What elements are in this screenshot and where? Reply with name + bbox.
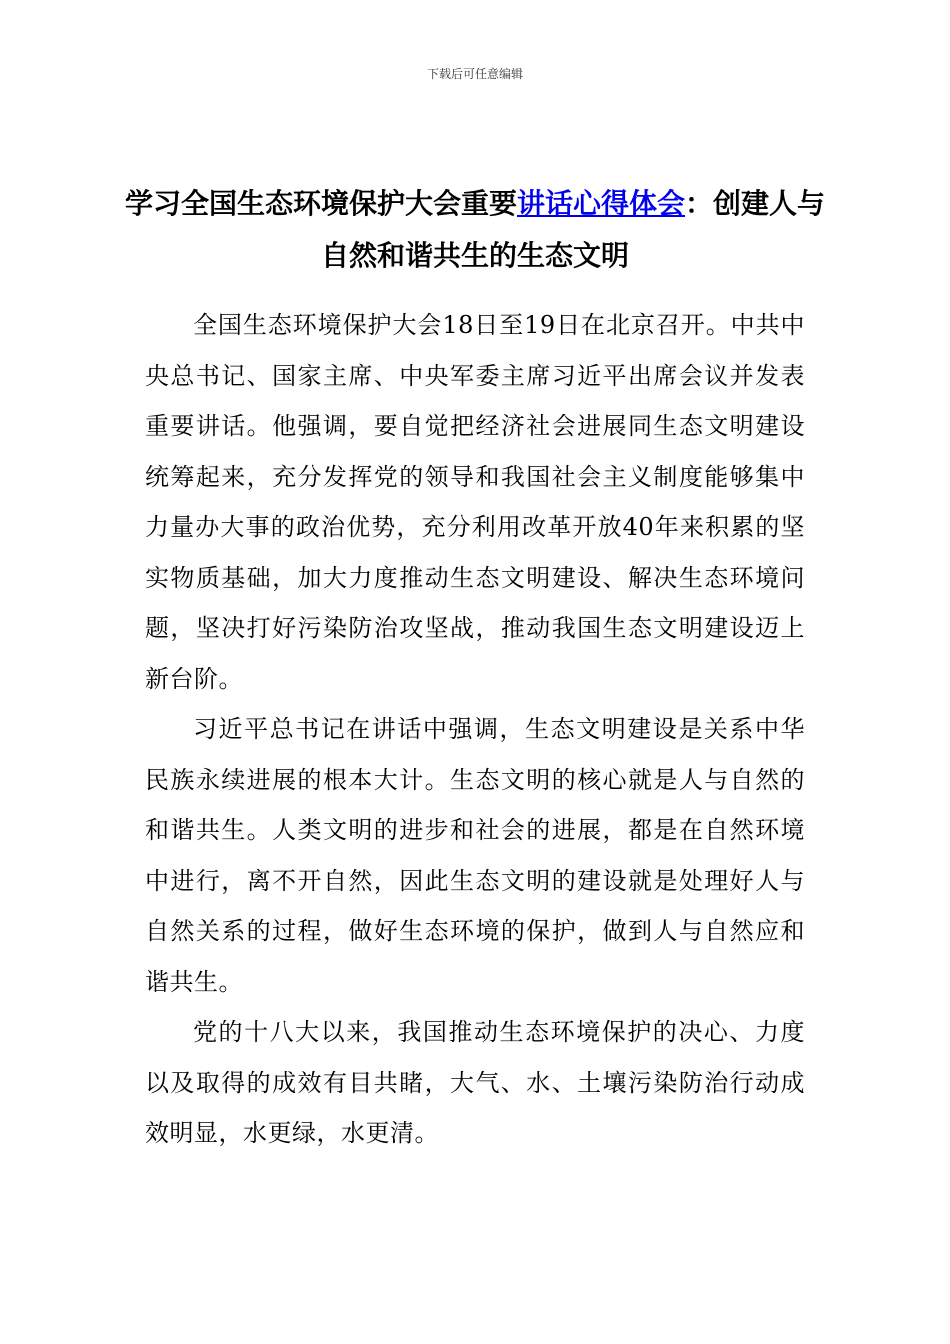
paragraph-2: 习近平总书记在讲话中强调，生态文明建设是关系中华民族永续进展的根本大计。生态文明的核心就是人与自然的和谐共生。人类文明的进步和社会的进展，都是在自然环境中进行，离不开自然，因此生态文明的建设就是处理好人与自然关系的过程，做好生态环境的保护，做到人与自然应和谐共生。: [145, 715, 805, 996]
header-note: 下载后可任意编辑: [426, 67, 523, 81]
title-link[interactable]: 讲话心得体会: [516, 187, 685, 220]
paragraph-1: 全国生态环境保护大会18日至19日在北京召开。中共中央总书记、国家主席、中央军委主席习近平出席会议并发表重要讲话。他强调，要自觉把经济社会进展同生态文明建设统筹起来，充分发挥党的领导和我国社会主义制度能够集中力量办大事的政治优势，充分利用改革开放40年来积累的坚实物质基础，加大力度推动生态文明建设、解决生态环境问题，坚决打好污染防治攻坚战，推动我国生态文明建设迈上新台阶。: [145, 311, 805, 693]
title-text-start: 学习全国生态环境保护大会重要: [124, 187, 517, 220]
document-title: [120, 178, 830, 282]
document-body: [145, 300, 805, 1159]
paragraph-3: 党的十八大以来，我国推动生态环境保护的决心、力度以及取得的成效有目共睹，大气、水、土壤污染防治行动成效明显，水更绿，水更清。: [145, 1018, 805, 1147]
title-text-end: ：创建人与自然和谐共生的生态文明: [320, 187, 826, 272]
